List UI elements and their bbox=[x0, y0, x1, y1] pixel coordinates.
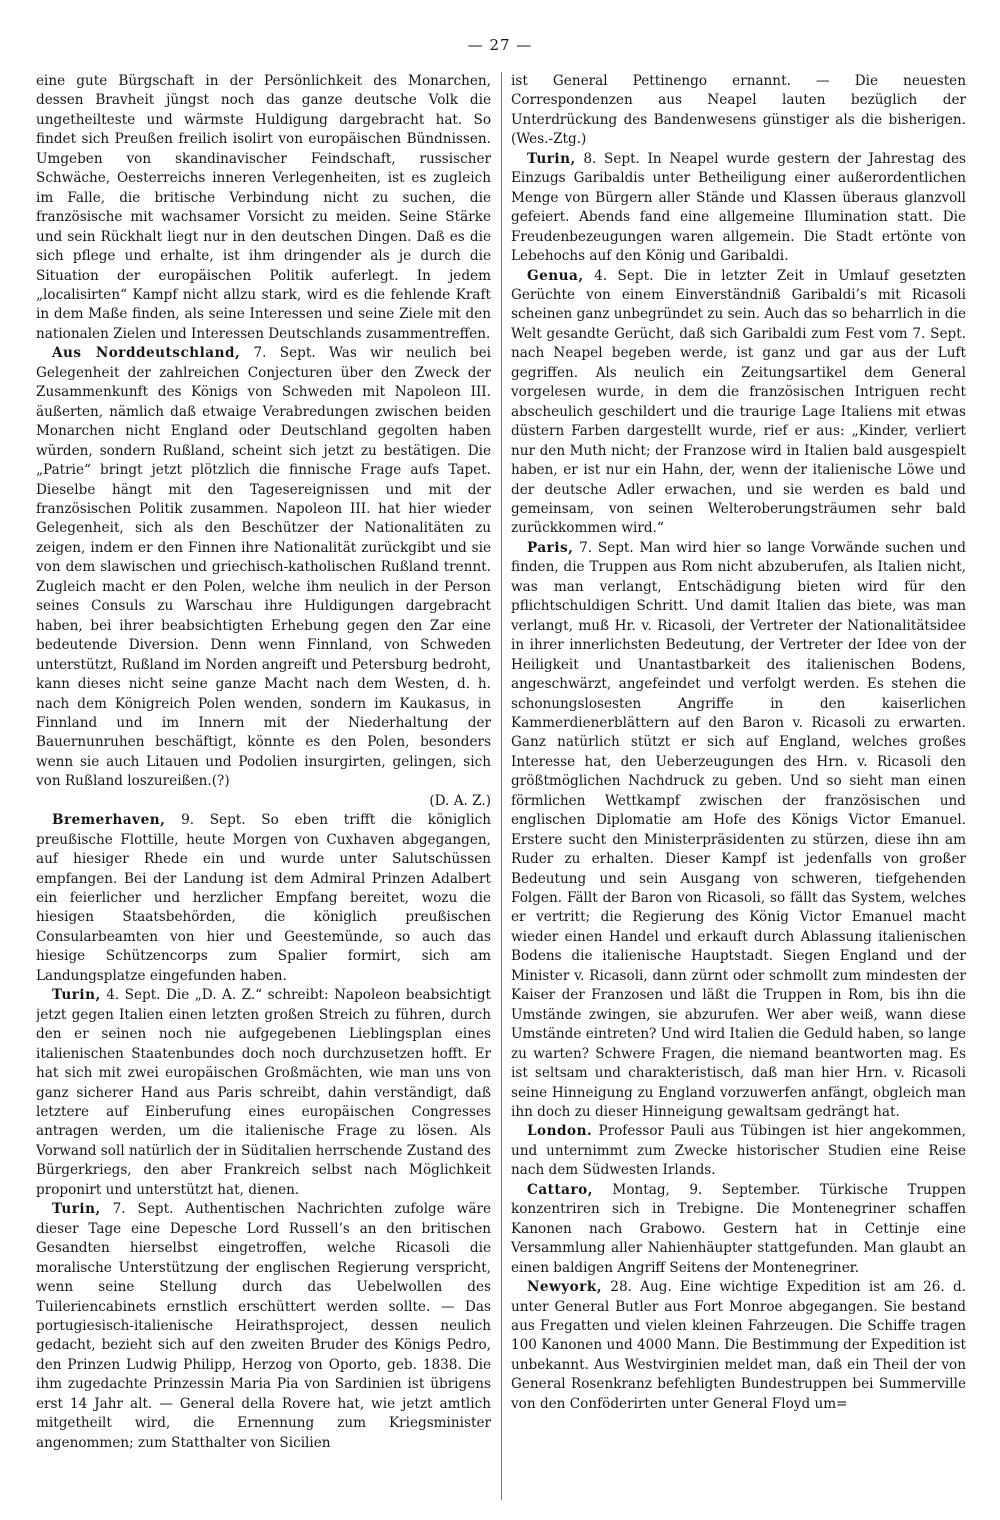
article-paragraph: ist General Pettinengo ernannt. — Die neuesten Correspondenzen aus Neapel lauten bezüglich der Unterdrückung des Bandenwesens günstiger als die bisherigen. (Wes.-Ztg.) bbox=[511, 73, 966, 148]
dateline: Turin, bbox=[52, 987, 101, 1004]
article-paragraph: Turin, 7. Sept. Authentischen Nachrichten zufolge wäre dieser Tage eine Depesche Lord Russell’s an den britischen Gesandten hierselbst eingetroffen, welche Ricasoli die moralische Unterstützung der englischen Regierung verspricht, wenn seine Stellung durch das Uebelwollen des Tuileriencabinets ernstlich erschüttert werden sollte. — Das portugiesisch-italienische Heirathsproject, dessen neulich gedacht, bezieht sich auf den zweiten Bruder des Königs Pedro, den Prinzen Ludwig Philipp, Herzog von Oporto, geb. 1838. Die ihm zugedachte Prinzessin Maria Pia von Sardinien ist übrigens erst 14 Jahr alt. — General della Rovere hat, wie jetzt amtlich mitgetheilt wird, die Ernennung zum Kriegsminister angenommen; zum Statthalter von Sicilien bbox=[36, 1201, 491, 1451]
dateline: Aus Norddeutschland, bbox=[52, 345, 241, 362]
article-paragraph: Paris, 7. Sept. Man wird hier so lange Vorwände suchen und finden, die Truppen aus Rom nicht abzuberufen, als Italien nicht, was man verlangt, Entschädigung bieten wird für den pflichtschuldigen Schritt. Und damit Italien das biete, was man verlangt, muß Hr. v. Ricasoli, der Vertreter der Nationalitätsidee in ihrer innerlichsten Bedeutung, der Vertreter der Idee von der Heiligkeit und Unantastbarkeit des italienischen Bodens, angeschwärzt, angefeindet und verfolgt werden. Es stehen die schonungslosesten Angriffe in den kaiserlichen Kammerdienerblättern auf den Baron v. Ricasoli zu erwarten. Ganz natürlich stützt er sich auf England, welches großes Interesse hat, den Ueberzeugungen des Hrn. v. Ricasoli den größtmöglichen Nachdruck zu geben. Und so sieht man einen förmlichen Wettkampf zwischen der französischen und englischen Diplomatie am Hofe des Königs Victor Emanuel. Erstere sucht den Ministerpräsidenten zu stürzen, diese ihn am Ruder zu erhalten. Dieser Kampf ist jedenfalls von großer Bedeutung und sein Ausgang von schweren, tiefgehenden Folgen. Fällt der Baron von Ricasoli, so fällt das System, welches er vertritt; die Regierung des König Victor Emanuel macht wieder einen Handel und erkauft durch Ablassung italienischen Bodens die italienische Hauptstadt. Siegen England und der Minister v. Ricasoli, dann zürnt oder schmollt zum mindesten der Kaiser der Franzosen und läßt die Truppen in Rom, bis ihn die Umstände zwingen, sie abzurufen. Wer aber weiß, wann diese Umstände eintreten? Und wird Italien die Geduld haben, so lange zu warten? Schwere Fragen, die niemand beantworten mag. Es ist seltsam und charakteristisch, daß man hier Hrn. v. Ricasoli seine Hinneigung zu England vorzuwerfen anfängt, obgleich man ihn doch zu dieser Hinneigung gewaltsam gedrängt hat. bbox=[511, 539, 966, 1121]
article-paragraph: Genua, 4. Sept. Die in letzter Zeit in Umlauf gesetzten Gerüchte von einem Einverständniß Garibaldi’s mit Ricasoli scheinen ganz unbegründet zu sein. Auch das so beharrlich in die Welt gesandte Gerücht, daß sich Garibaldi zum Fest vom 7. Sept. nach Neapel begeben werde, ist ganz und gar aus der Luft gegriffen. Als neulich ein Zeitungsartikel dem General vorgelesen wurde, in dem die französischen Intriguen recht abscheulich geschildert und die traurige Lage Italiens mit etwas düstern Farben dargestellt wurde, rief er aus: „Kinder, verliert nur den Muth nicht; der Franzose wird in Italien bald ausgespielt haben, er ist nur ein Hahn, der, wenn der italienische Löwe und der deutsche Adler erwachen, und sie werden es bald und gemeinsam, von seinen Welteroberungsträumen sehr bald zurückkommen wird.“ bbox=[511, 267, 966, 537]
article-paragraph: Turin, 8. Sept. In Neapel wurde gestern der Jahrestag des Einzugs Garibaldis unter Betheiligung einer außerordentlichen Menge von Bürgern aller Stände und Klassen überaus glanzvoll gefeiert. Abends fand eine allgemeine Illumination statt. Die Freudenbezeugungen waren allgemein. Die Stadt ertönte von Lebehochs auf den König und Garibaldi. bbox=[511, 150, 966, 265]
article-paragraph: London. Professor Pauli aus Tübingen ist hier angekommen, und unternimmt zum Zwecke historischer Studien eine Reise nach dem Südwesten Irlands. bbox=[511, 1123, 966, 1179]
article-paragraph: Cattaro, Montag, 9. September. Türkische Truppen konzentriren sich in Trebigne. Die Montenegriner schaffen Kanonen nach Grabowo. Gestern hat in Cettinje eine Versammlung aller Nahienhäupter stattgefunden. Man glaubt an einen baldigen Angriff Seitens der Montenegriner. bbox=[511, 1181, 966, 1276]
right-column bbox=[511, 72, 966, 1500]
dateline: Genua, bbox=[527, 267, 584, 284]
dateline: Turin, bbox=[527, 150, 576, 167]
dateline: Newyork, bbox=[527, 1279, 603, 1296]
article-paragraph: Turin, 4. Sept. Die „D. A. Z.“ schreibt: Napoleon beabsichtigt jetzt gegen Italien einen letzten großen Streich zu führen, durch den er seinen noch nie aufgegebenen Lieblingsplan eines italienischen Staatenbundes doch noch durchzusetzen hofft. Er hat sich mit zwei europäischen Großmächten, wie man uns von ganz sicherer Hand aus Paris schreibt, dahin verständigt, daß letztere auf Einberufung eines europäischen Congresses antragen werden, um die italienische Frage zu lösen. Als Vorwand soll natürlich der in Süditalien herrschende Zustand des Bürgerkriegs, den aber Frankreich selbst nach Möglichkeit proponirt und unterstützt hat, dienen. bbox=[36, 987, 491, 1198]
dateline: Cattaro, bbox=[527, 1181, 593, 1198]
dateline: London. bbox=[527, 1123, 593, 1140]
article-paragraph: Aus Norddeutschland, 7. Sept. Was wir neulich bei Gelegenheit der zahlreichen Conjecturen über den Zweck der Zusammenkunft des Königs von Schweden mit Napoleon III. äußerten, nämlich daß etwaige Verabredungen zwischen beiden Monarchen nicht England oder Deutschland gegolten haben würden, sondern Rußland, scheint sich jetzt zu bestätigen. Die „Patrie“ bringt jetzt plötzlich die finnische Frage aufs Tapet. Dieselbe hängt mit den Tagesereignissen und mit der französischen Politik zusammen. Napoleon III. hat hier wieder Gelegenheit, sich als den Beschützer der Nationalitäten zu zeigen, indem er den Finnen ihre Nationalität zurückgibt und sie von dem slawischen und griechisch-katholischen Rußland trennt. Zugleich macht er den Polen, welche ihm neulich in der Person seines Consuls zu Warschau ihre Huldigungen dargebracht haben, bei ihrer beabsichtigten Erhebung gegen den Zar eine bedeutende Diversion. Denn wenn Finnland, von Schweden unterstützt, Rußland im Norden angreift und Petersburg bedroht, kann dieses nicht seine ganze Macht nach dem Westen, d. h. nach dem Königreich Polen wenden, sondern im Kaukasus, in Finnland und im Innern mit der Niederhaltung der Bauernunruhen beschäftigt, könnte es den Polen, besonders wenn sie auch Litauen und Podolien insurgirten, gelingen, sich von Rußland loszureißen.(?) bbox=[36, 345, 491, 790]
article-paragraph: Bremerhaven, 9. Sept. So eben trifft die königlich preußische Flottille, heute Morgen von Cuxhaven abgegangen, auf hiesiger Rhede ein und wurde unter Salutschüssen empfangen. Bei der Landung ist dem Admiral Prinzen Adalbert ein feierlicher und herzlicher Empfang bereitet, wozu die hiesigen Staatsbehörden, die königlich preußischen Consularbeamten von hier und Geestemünde, so auch das hiesige Schützencorps zum Spalier formirt, sich am Landungsplatze eingefunden haben. bbox=[36, 812, 491, 984]
article-paragraph: Newyork, 28. Aug. Eine wichtige Expedition ist am 26. d. unter General Butler aus Fort Monroe abgegangen. Sie bestand aus Fregatten und vielen kleinen Fahrzeugen. Die Schiffe tragen 100 Kanonen und 4000 Mann. Die Bestimmung der Expedition ist unbekannt. Aus Westvirginien meldet man, daß ein Theil der von General Rosenkranz befehligten Bundestruppen bei Summerville von den Conföderirten unter General Floyd um= bbox=[511, 1279, 966, 1412]
dateline: Bremerhaven, bbox=[52, 812, 166, 829]
page-number: — 27 — bbox=[467, 36, 533, 54]
article-paragraph: eine gute Bürgschaft in der Persönlichkeit des Monarchen, dessen Bravheit jüngst noch das ganze deutsche Volk die ungetheilteste und wärmste Huldigung dargebracht hat. So findet sich Preußen freilich isolirt von europäischen Bündnissen. Umgeben von skandinavischer Feindschaft, russischer Schwäche, Oesterreichs inneren Verlegenheiten, ist es zugleich im Falle, die britische Verbindung nicht zu suchen, die französische mit wachsamer Vorsicht zu meiden. Seine Stärke und sein Rückhalt liegt nur in den deutschen Dingen. Daß es die sich pflege und erhalte, ist ihm dringender als je durch die Situation der europäischen Politik auferlegt. In jedem „localisirten“ Kampf nicht allzu stark, wird es die fehlende Kraft in dem Maße finden, als seine Interessen und seine Ziele mit den nationalen Zielen und Interessen Deutschlands zusammentreffen. bbox=[36, 73, 491, 342]
left-column bbox=[36, 72, 491, 1500]
column-divider bbox=[501, 72, 502, 1500]
dateline: Turin, bbox=[52, 1201, 101, 1218]
dateline: Paris, bbox=[527, 539, 574, 556]
source-citation: (D. A. Z.) bbox=[429, 792, 491, 809]
